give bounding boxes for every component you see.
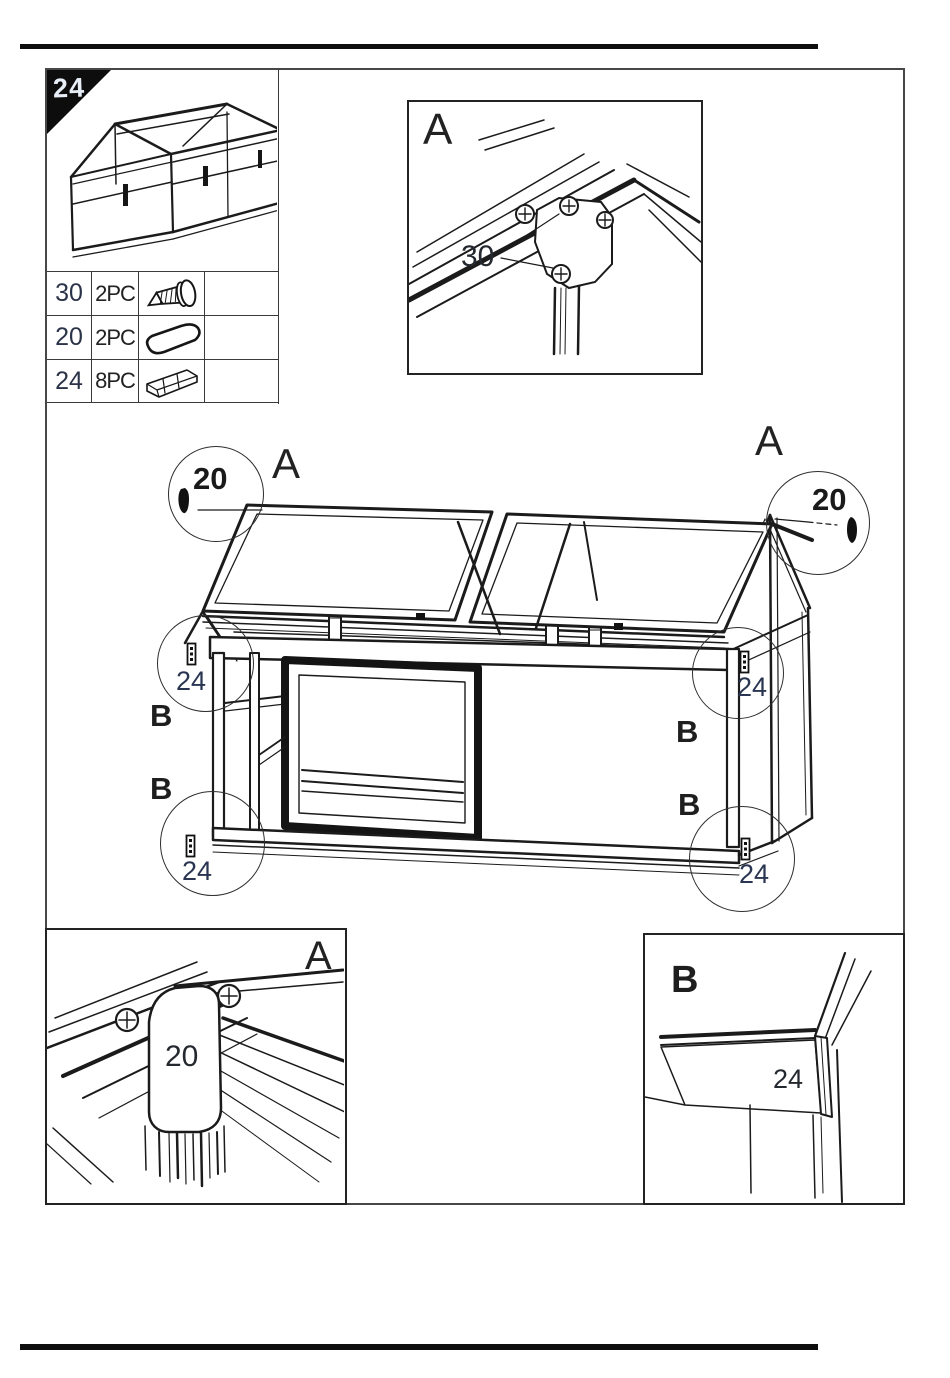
table-row [47, 315, 278, 359]
callout-circle-24-right-lower [689, 806, 795, 912]
detail-view-a-top [407, 100, 703, 375]
part-number: 24 [47, 360, 92, 402]
part-ref-label: 24 [773, 1064, 804, 1094]
detail-view-a-bottom [45, 928, 347, 1205]
thumbnail-cell-divider [278, 70, 279, 404]
callout-circle-24-left-lower [160, 791, 265, 896]
part-ref-label: 30 [461, 240, 495, 273]
section-letter-b-left-upper: B [150, 698, 173, 733]
table-spare-cell [205, 360, 278, 402]
step-number: 24 [52, 72, 86, 104]
section-letter-b-right-lower: B [678, 787, 701, 822]
callout-part-number: 24 [182, 856, 213, 886]
table-row [47, 271, 278, 315]
part-qty: 8PC [92, 360, 139, 402]
callout-circle-20-left [168, 446, 264, 542]
bracket-pin-icon [740, 837, 751, 861]
section-letter-a-right: A [755, 417, 784, 464]
part-qty: 2PC [92, 316, 139, 359]
screw-icon [139, 272, 205, 315]
table-row [47, 359, 278, 403]
detail-letter: A [423, 105, 453, 154]
part-qty: 2PC [92, 272, 139, 315]
bottom-rule [20, 1344, 818, 1350]
callout-part-number: 24 [737, 672, 768, 702]
part-number: 20 [47, 316, 92, 359]
callout-part-number: 20 [193, 461, 228, 496]
callout-part-number: 24 [739, 859, 770, 889]
bracket-pin-icon [739, 650, 750, 674]
detail-letter: B [671, 959, 699, 1001]
bracket-icon [139, 360, 205, 402]
part-ref-label: 20 [165, 1040, 199, 1073]
clip-icon [177, 487, 191, 515]
greenhouse-thumbnail-drawing [55, 84, 277, 274]
callout-part-number: 24 [176, 666, 207, 696]
part-number: 30 [47, 272, 92, 315]
detail-view-b-bottom [643, 933, 905, 1205]
top-rule [20, 44, 818, 49]
clip-icon [845, 516, 859, 544]
roof-corner-drawing [409, 102, 701, 373]
callout-part-number: 20 [812, 482, 847, 517]
section-letter-a-left: A [272, 440, 301, 487]
parts-table [47, 271, 278, 403]
callout-circle-20-right [766, 471, 870, 575]
section-letter-b-left-lower: B [150, 771, 173, 806]
section-letter-b-right-upper: B [676, 714, 699, 749]
bracket-pin-icon [185, 834, 196, 858]
plate-icon [139, 316, 205, 359]
detail-letter: A [305, 934, 332, 978]
table-spare-cell [205, 316, 278, 359]
callout-circle-24-right-upper [692, 627, 784, 719]
bracket-pin-icon [186, 642, 197, 666]
table-spare-cell [205, 272, 278, 315]
